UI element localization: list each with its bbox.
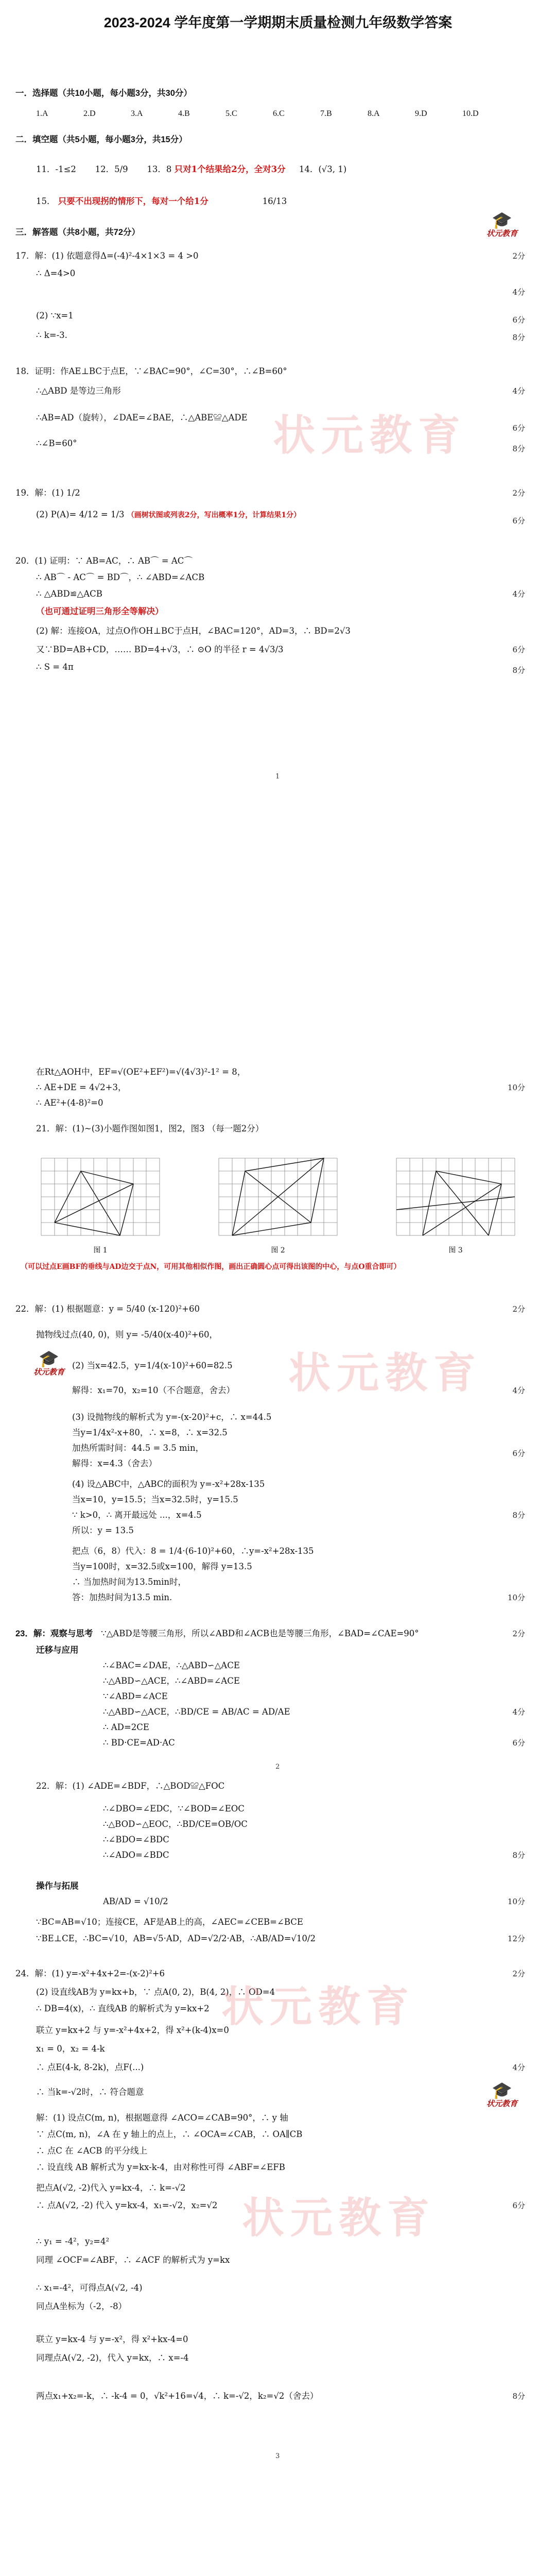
score: 8分	[512, 444, 525, 453]
graduation-cap-icon: 🎓	[39, 1349, 59, 1368]
q23-line-17: ∵BE⊥CE，∴BC=√10，AB=√5·AD，AD=√2/2·AB，∴AB/AD=√10/2	[36, 1934, 316, 1943]
fill-13: 13．8	[147, 164, 172, 174]
graduation-cap-icon: 🎓	[492, 2080, 512, 2100]
q17-line-5: ∴ k=-3.	[36, 330, 67, 340]
score: 2分	[512, 488, 525, 498]
q23-line-15: AB/AD = √10/2	[103, 1896, 168, 1906]
q20-line-6: ∴ S = 4π	[36, 662, 74, 672]
q22-line-15: 当y=100时，x=32.5或x=100，解得 y=13.5	[72, 1562, 252, 1571]
q24-line-20: 两点x₁+x₂=-k，∴ -k-4 = 0，√k²+16=√4，∴ k=-√2，k₂=√2（舍去）	[36, 2391, 319, 2401]
q23-line-6: ∴△ABD∽△ACE，∴BD/CE = AB/AC = AD/AE	[103, 1707, 290, 1717]
badge-label: 状元教育	[486, 2099, 517, 2108]
q23-line-9: 22．解：(1) ∠ADE=∠BDF，∴△BOD≌△FOC	[36, 1781, 225, 1791]
score: 2分	[512, 1304, 525, 1314]
q23-line-7: ∴ AD=2CE	[103, 1722, 149, 1732]
watermark: 状元教育	[288, 1349, 482, 1398]
score: 8分	[512, 666, 525, 675]
watermark: 状元教育	[221, 1982, 415, 2031]
q19-formula: (2) P(A)= 4/12 = 1/3	[36, 510, 125, 519]
q22-line-6: (3) 设抛物线的解析式为 y=-(x-20)²+c，∴ x=44.5	[72, 1412, 272, 1422]
fill-header: 二．填空题（共5小题，每小题3分，共15分）	[15, 135, 187, 144]
q22-line-17: 答：加热时间为13.5 min.	[72, 1592, 172, 1602]
choice-header: 一．选择题（共10小题，每小题3分，共30分）	[15, 89, 192, 98]
badge-label: 状元教育	[33, 1367, 64, 1377]
score: 10分	[507, 1897, 525, 1906]
q24-line-19: 同理点A(√2, -2)，代入 y=kx，∴ x=-4	[36, 2353, 189, 2363]
fill-14: 14．(√3, 1)	[299, 164, 347, 174]
q24-line-2: (2) 设直线AB为 y=kx+b，∵ 点A(0, 2)，B(4, 2)，∴ OD=4	[36, 1987, 275, 1997]
score: 2分	[512, 251, 525, 261]
q22-line-11: 当x=10，y=15.5；当x=32.5时，y=15.5	[72, 1495, 238, 1504]
q19-line-2	[36, 509, 541, 521]
q22-line-12: ∵ k>0，∴ 离开最远处 ...，x=4.5	[72, 1510, 202, 1520]
page-number: 3	[275, 2452, 280, 2460]
score: 4分	[512, 1707, 525, 1717]
answer-1: 1.A	[36, 109, 48, 118]
q24-line-13: ∴ 点A(√2, -2) 代入 y=kx-4，x₁=-√2，x₂=√2	[36, 2200, 218, 2210]
q23-line-14: 操作与拓展	[36, 1882, 79, 1891]
q22-line-9: 解得：x=4.3（舍去）	[72, 1459, 157, 1468]
q23-line-2: 迁移与应用	[36, 1646, 79, 1655]
q20-line-2: ∴ AB⌒ - AC⌒ = BD⌒，∴ ∠ABD=∠ACB	[36, 572, 205, 582]
fill-13-note: 只对1个结果给2分，全对3分	[174, 164, 286, 174]
fill-15: 15．	[36, 196, 56, 206]
figure-2-caption: 图 2	[271, 1246, 285, 1255]
q21-line-4	[36, 1123, 541, 1134]
q23-line-13: ∴∠ADO=∠BDC	[103, 1850, 169, 1860]
q21-line-1: 在Rt△AOH中，EF=√(OE²+EF²)=√(4√3)²-1² = 8，	[36, 1067, 246, 1077]
answer-8: 8.A	[368, 109, 380, 118]
score: 8分	[512, 1511, 525, 1520]
answer-3: 3.A	[131, 109, 143, 118]
q24-line-11: ∴ 设直线 AB 解析式为 y=kx-k-4，由对称性可得 ∠ABF=∠EFB	[36, 2162, 285, 2172]
brand-badge	[468, 211, 535, 239]
q24-line-16: ∴ x₁=-4²，可得点A(√2, -4)	[36, 2283, 143, 2293]
q18-line-5: ∴∠B=60°	[36, 438, 77, 448]
q20-note: （也可通过证明三角形全等解决）	[36, 606, 164, 616]
answer-4: 4.B	[178, 109, 190, 118]
page-number: 1	[275, 773, 280, 781]
q22-line-1: 22．解：(1) 根据题意：y = 5/40 (x-120)²+60	[15, 1304, 200, 1314]
q21-line-3: ∴ AE²+(4-8)²=0	[36, 1098, 103, 1108]
q22-line-4: 解得：x₁=70，x₂=10（不合题意，舍去）	[72, 1385, 235, 1395]
score: 10分	[507, 1083, 525, 1092]
fill-12: 12．5/9	[95, 164, 128, 174]
score: 2分	[512, 1629, 525, 1638]
score: 6分	[512, 645, 525, 654]
answer-9: 9.D	[415, 109, 427, 118]
q23-text: ∵△ABD是等腰三角形，所以∠ABD和∠ACB也是等腰三角形，∠BAD=∠CAE=90°	[101, 1629, 419, 1638]
q17-line-1: 17．解：(1) 依题意得Δ=(-4)²-4×1×3 = 4 >0	[15, 251, 199, 261]
figure-1	[36, 1153, 165, 1244]
q24-line-17: 同点A坐标为（-2，-8）	[36, 2301, 127, 2311]
q24-line-4: 联立 y=kx+2 与 y=-x²+4x+2，得 x²+(k-4)x=0	[36, 2025, 229, 2035]
q24-line-1: 24．解：(1) y=-x²+4x+2=-(x-2)²+6	[15, 1969, 165, 1978]
answer-2: 2.D	[83, 109, 96, 118]
q22-line-7: 当y=1/4x²-x+80，∴ x=8，∴ x=32.5	[72, 1428, 228, 1437]
figure-1-caption: 图 1	[93, 1246, 108, 1255]
q24-line-7: ∴ 当k=-√2时，∴ 符合题意	[36, 2087, 144, 2097]
q18-line-2: ∴△ABD 是等边三角形	[36, 386, 121, 396]
solve-header: 三．解答题（共8小题，共72分）	[15, 228, 141, 237]
score: 8分	[512, 2392, 525, 2401]
fill-16: 16/13	[262, 196, 287, 206]
q20-line-1: 20．(1) 证明：∵ AB=AC，∴ AB⌒ = AC⌒	[15, 556, 193, 566]
q20-line-3: ∴ △ABD≌△ACB	[36, 589, 102, 599]
fill-11: 11．-1≤2	[36, 164, 76, 174]
q19-note: （画树状图或列表2分，写出概率1分，计算结果1分）	[127, 511, 301, 519]
watermark: 状元教育	[242, 2194, 436, 2243]
grid-lines	[41, 1158, 160, 1235]
score: 10分	[507, 1593, 525, 1602]
q23-line-1	[15, 1628, 541, 1639]
grid-lines	[396, 1158, 515, 1235]
q19-line-1: 19．解：(1) 1/2	[15, 488, 80, 498]
score: 4分	[512, 386, 525, 396]
q24-line-18: 联立 y=kx-4 与 y=-x²，得 x²+kx-4=0	[36, 2334, 188, 2344]
q20-line-5: 又∵BD=AB+CD，…… BD=4+√3，∴ ⊙O 的半径 r = 4√3/3	[36, 645, 284, 654]
q24-line-10: ∴ 点C 在 ∠ACB 的平分线上	[36, 2146, 148, 2156]
choice-answers	[36, 109, 508, 118]
score: 2分	[512, 1969, 525, 1978]
q18-line-1: 18．证明：作AE⊥BC于点E，∵∠BAC=90°，∠C=30°，∴∠B=60°	[15, 366, 287, 376]
q17-line-2: ∴ Δ=4>0	[36, 268, 76, 278]
q23-heading: 23．解：观察与思考	[15, 1629, 93, 1638]
q23-line-3: ∴∠BAC=∠DAE，∴△ABD∽△ACE	[103, 1660, 240, 1670]
q22-line-2: 抛物线过点(40, 0)，则 y= -5/40(x-40)²+60，	[36, 1330, 218, 1340]
q22-line-3: (2) 当x=42.5，y=1/4(x-10)²+60=82.5	[72, 1361, 233, 1370]
graduation-cap-icon: 🎓	[492, 210, 512, 230]
q23-line-10: ∴∠DBO=∠EDC，∵∠BOD=∠EOC	[103, 1804, 245, 1814]
construction	[55, 1171, 133, 1235]
q22-line-10: (4) 设△ABC中，△ABC的面积为 y=-x²+28x-135	[72, 1479, 265, 1489]
score: 4分	[512, 589, 525, 599]
figure-3	[391, 1153, 520, 1244]
q24-line-5: x₁ = 0，x₂ = 4-k	[36, 2044, 105, 2054]
q21-text: 21．解：(1)~(3)小题作图如图1，图2，图3 （每一题2分）	[36, 1124, 264, 1133]
fill-15-row	[36, 196, 541, 207]
q17-line-3: (2) ∵x=1	[36, 311, 74, 320]
q23-line-8: ∴ BD·CE=AD·AC	[103, 1738, 175, 1748]
answer-6: 6.C	[273, 109, 285, 118]
answer-7: 7.B	[320, 109, 332, 118]
q24-line-6: ∴ 点E(4-k, 8-2k)，点F(...)	[36, 2062, 144, 2072]
figure-2	[214, 1153, 342, 1244]
q24-line-3: ∴ DB=4(x)，∴ 直线AB 的解析式为 y=kx+2	[36, 2004, 210, 2013]
fill-15-note: 只要不出现拐的情形下，每对一个给1分	[58, 196, 208, 206]
answer-5: 5.C	[225, 109, 237, 118]
score: 6分	[512, 1449, 525, 1458]
score: 12分	[507, 1934, 525, 1943]
q22-line-13: 所以：y = 13.5	[72, 1526, 134, 1535]
fill-answers	[36, 164, 541, 175]
score: 6分	[512, 315, 525, 325]
q24-line-15: 同理 ∠OCF=∠ABF，∴ ∠ACF 的解析式为 y=kx	[36, 2255, 230, 2265]
q22-line-14: 把点（6，8）代入：8 = 1/4·(6-10)²+60，∴y=-x²+28x-135	[72, 1546, 314, 1556]
q21-note: （可以过点E画BF的垂线与AD边交于点N，可用其他相似作图，画出正确圆心点可得出该图的中心，与点O重合即可）	[21, 1263, 401, 1271]
score: 4分	[512, 2063, 525, 2072]
watermark: 状元教育	[273, 411, 467, 460]
q22-line-8: 加热所需时间：44.5 = 3.5 min，	[72, 1443, 204, 1453]
score: 6分	[512, 423, 525, 433]
q24-line-9: ∵ 点C(m, n)，∠A 在 y 轴上的点上，∴ ∠OCA=∠CAB，∴ OA∥CB	[36, 2129, 303, 2139]
q24-line-12: 把点A(√2, -2)代入 y=kx-4，∴ k=-√2	[36, 2183, 186, 2193]
q24-line-14: ∴ y₁ = -4²，y₂=4²	[36, 2236, 110, 2246]
badge-label: 状元教育	[486, 229, 517, 238]
q20-line-4: (2) 解：连接OA，过点O作OH⊥BC于点H，∠BAC=120°，AD=3，∴ BD=2√3	[36, 626, 351, 636]
score: 4分	[512, 1386, 525, 1395]
q23-line-12: ∴∠BDO=∠BDC	[103, 1835, 169, 1844]
answer-10: 10.D	[462, 109, 479, 118]
score: 6分	[512, 516, 525, 526]
construction	[396, 1171, 515, 1235]
page-number: 2	[275, 1763, 280, 1771]
q18-line-4: ∴AB=AD（旋转），∠DAE=∠BAE，∴△ABE≌△ADE	[36, 413, 248, 422]
q22-line-16: ∴ 当加热时间为13.5min时，	[72, 1577, 187, 1587]
score: 8分	[512, 1851, 525, 1860]
q24-line-8: 解：(1) 设点C(m, n)，根据题意得 ∠ACO=∠CAB=90°，∴ y 轴	[36, 2113, 288, 2123]
q23-line-16: ∵BC=AB=√10；连接CE，AF是AB上的高，∠AEC=∠CEB=∠BCE	[36, 1917, 303, 1927]
score: 4分	[512, 287, 525, 297]
page-title: 2023-2024 学年度第一学期期末质量检测九年级数学答案	[103, 15, 453, 30]
q23-line-4: ∴△ABD∽△ACE，∴∠ABD=∠ACE	[103, 1676, 240, 1686]
q21-line-2: ∴ AE+DE = 4√2+3，	[36, 1082, 127, 1092]
score: 6分	[512, 1738, 525, 1748]
score: 6分	[512, 2201, 525, 2210]
q23-line-5: ∵∠ABD=∠ACE	[103, 1691, 168, 1701]
q23-line-11: ∴△BOD∽△EOC，∴BD/CE=OB/OC	[103, 1819, 248, 1829]
figure-3-caption: 图 3	[448, 1246, 463, 1255]
score: 8分	[512, 333, 525, 342]
